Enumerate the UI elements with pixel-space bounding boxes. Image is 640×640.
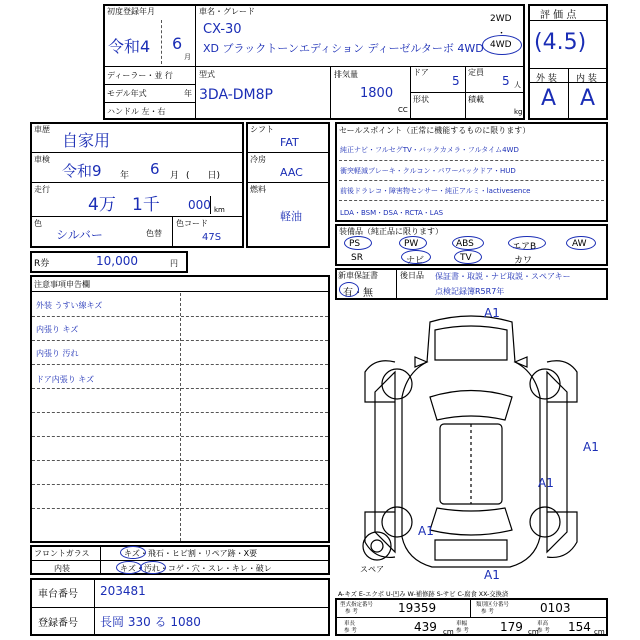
displacement: 1800 [360,86,394,101]
equip-navi-circle [401,250,431,264]
equip-aw-circle [566,236,596,250]
class-ref-label: 参 考 [481,609,494,615]
equip-tv-circle [454,250,482,264]
height-label: 車高 [537,621,549,627]
sales-point-4: LDA・BSM・DSA・RCTA・LAS [340,209,444,217]
shift: FAT [280,136,299,149]
length-ref-label: 参 考 [344,628,357,634]
month-unit: 月 [184,53,191,61]
inspection-label: 車検 [34,155,50,164]
cc-unit: CC [398,106,408,114]
car-name: CX-30 [203,22,242,37]
warranty-value: 有・無 [343,288,373,299]
equip-aw: AW [572,239,587,249]
note-line-4: ドア内張り キズ [36,375,95,384]
drive-2wd: 2WD [490,14,512,24]
drive-dot: ・ [497,29,507,39]
shape-label: 形状 [413,95,429,104]
drive-4wd-circle [482,35,522,55]
interior-label: 内装 [54,564,70,573]
damage-mark-rear: A1 [484,568,500,582]
dealer-label: ディーラー・並 行 [107,71,173,80]
category-label: 車歴 [34,125,50,134]
equip-pw-circle [399,236,427,250]
sales-point-1: 純正ナビ・フルセグTV・バックカメラ・フルタイム4WD [340,146,519,154]
equip-sr: SR [351,253,363,263]
inspection-year-unit: 年 [120,171,130,181]
color: シルバー [56,228,103,242]
inspection-era: 令和9 [62,162,102,180]
damage-mark-front: A1 [484,306,500,320]
model-spec-value: 19359 [398,601,437,615]
exterior-grade: A [541,86,557,111]
warranty-yes-circle [339,282,359,297]
sales-points-title: セールスポイント（正常に機能するものに限ります） [339,126,531,135]
exterior-label: 外 装 [536,74,557,84]
fuel: 軽油 [280,210,302,223]
mileage-sen: 1千 [132,195,160,215]
reg-month: 6 [172,34,183,53]
inspection-month: 6 [150,160,160,178]
warranty-label: 新車保証書 [338,271,378,280]
note-line-2: 内張り キズ [36,325,79,334]
damage-legend: A-キズ E-エクボ U-凹み W-補修跡 S-サビ C-腐食 XX-交換済 [338,591,509,598]
width-cm: cm [528,628,539,636]
car-damage-diagram [335,302,608,582]
damage-mark-center: A1 [538,476,554,490]
fuel-label: 燃料 [250,185,266,194]
model-spec-label: 型式指定番号 [340,602,374,608]
damage-mark-right: A1 [583,440,599,454]
inspection-month-unit: 月 [170,171,180,181]
model-spec-ref-label: 参 考 [345,609,358,615]
category: 自家用 [62,131,111,150]
notes-title: 注意事項申告欄 [34,280,90,289]
equip-airbag-circle [508,236,546,250]
interior-scratch-circle [116,561,142,574]
equip-abs-circle [452,236,484,250]
recycle-label: R券 [34,259,50,269]
yen-unit: 円 [170,259,178,268]
equipment-title: 装備品（純正品に限ります） [339,227,443,236]
plate-value: 長岡 330 る 1080 [100,615,201,629]
grade-score: (4.5) [534,30,587,55]
aircon: AAC [280,166,303,179]
reg-year-era: 令和4 [108,37,151,56]
displacement-label: 排気量 [334,70,358,79]
color-code-label: 色コード [176,219,208,228]
equip-navi: ナビ [406,256,425,266]
class-label: 類別区分番号 [476,602,510,608]
equip-tv: TV [460,253,472,263]
front-glass-items: キズ・飛石・ヒビ割・リペア跡・X要 [124,549,258,558]
height-value: 154 [568,620,591,634]
type-label: 型式 [199,70,215,79]
model-code: 3DA-DM8P [199,87,273,103]
note-line-3: 内張り 汚れ [36,349,79,358]
car-name-label: 車名・グレード [199,7,255,16]
width-label: 車幅 [456,621,468,627]
width-ref-label: 参 考 [456,628,469,634]
doors: 5 [452,74,460,88]
capacity: 5 [502,74,510,88]
grade-title: 評 価 点 [540,10,577,21]
door-label: ドア [413,68,429,77]
height-cm: cm [594,628,605,636]
equip-ps: PS [349,239,361,249]
shift-label: シフト [250,125,274,134]
length-cm: cm [443,628,454,636]
chassis-value: 203481 [100,584,146,598]
damage-mark-left: A1 [418,524,434,538]
sales-point-3: 前後ドラレコ・障害物センサー・純正アルミ・lactivesence [340,187,531,195]
person-unit: 人 [514,81,521,89]
kg-unit: kg [514,108,523,116]
front-glass-scratch-circle [120,546,146,559]
height-ref-label: 参 考 [537,628,550,634]
mileage-rest: 000 [188,198,211,212]
km-unit: km [214,206,225,214]
class-value: 0103 [540,601,571,615]
interior-label: 内 装 [576,74,597,84]
options-label: 後日品 [400,271,424,280]
front-glass-label: フロントガラス [34,549,90,558]
spare-label: スペア [360,565,384,574]
options-line-2: 点検記録簿R5R7年 [435,287,505,296]
length-label: 車長 [344,621,356,627]
inspection-day-unit: ( 日) [186,171,221,181]
year-unit: 年 [184,89,192,98]
color-change-label: 色替 [146,229,162,238]
equip-pw: PW [404,239,419,249]
equip-ps-circle [344,236,372,250]
interior-dirt-circle [140,561,166,574]
capacity-label: 定員 [468,68,484,77]
mileage-label: 走行 [34,185,50,194]
sales-point-2: 衝突軽減ブレーキ・クルコン・パワーバックドア・HUD [340,167,516,175]
recycle-value: 10,000 [96,254,138,268]
handle-label: ハンドル 左・右 [107,107,166,116]
note-line-1: 外装 うすい線キズ [36,301,103,310]
options-line-1: 保証書・取説・ナビ取説・スペアキー [435,272,571,281]
plate-label: 登録番号 [38,618,78,629]
car-grade: XD ブラックトーンエディション ディーゼルターボ 4WD [203,42,484,55]
width-value: 179 [500,620,523,634]
color-code: 47S [202,232,222,243]
aircon-label: 冷房 [250,155,266,164]
chassis-label: 車台番号 [38,589,78,600]
equip-abs: ABS [456,239,474,249]
load-label: 積載 [468,95,484,104]
drive-4wd: 4WD [490,40,512,50]
length-value: 439 [414,620,437,634]
equip-leather: カワ [514,256,533,266]
color-label: 色 [34,219,42,228]
mileage-man: 4万 [88,195,116,215]
equip-airbag: エアB [512,242,537,252]
interior-grade: A [580,86,596,111]
model-year-label: モデル年式 [107,89,147,98]
reg-year-label: 初度登録年月 [107,7,155,16]
interior-items: キズ・汚れ・コゲ・穴・スレ・キレ・破レ [120,564,272,573]
